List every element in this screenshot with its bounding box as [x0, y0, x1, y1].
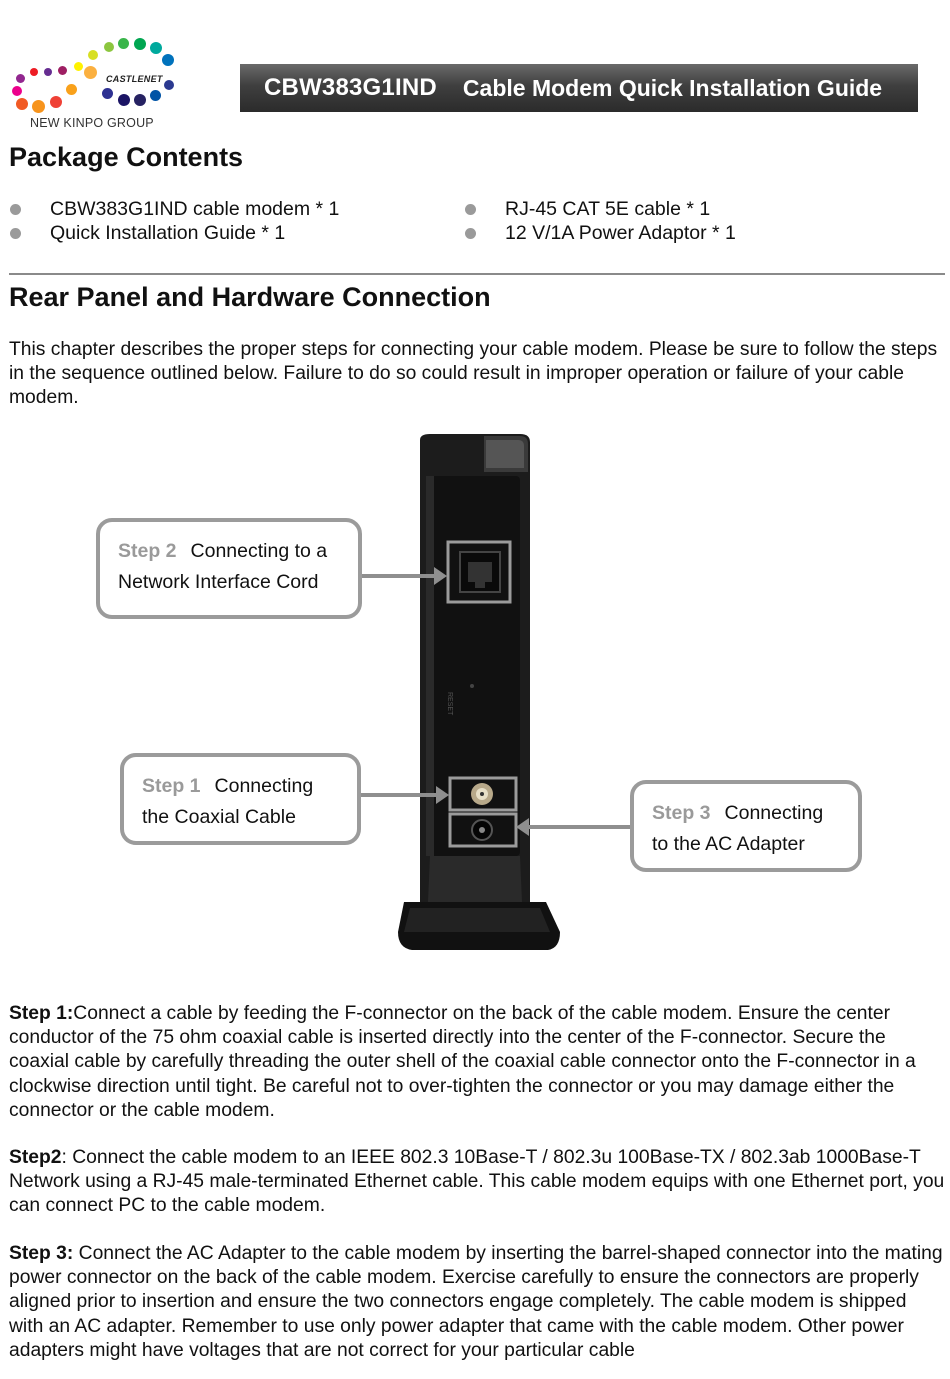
- logo-brand: CASTLENET: [106, 74, 163, 84]
- callout-step-label: Step 3: [652, 802, 711, 824]
- callout-text: Connecting: [724, 802, 824, 824]
- step-1-text: Connect a cable by feeding the F-connector on the back of the cable modem. Ensure the center conductor of the 75 ohm coaxial cable is inserted directly into the center of the F-connector. Secure the coaxial cable by carefully threading the outer shell of the coaxial cable connector onto the F-connector in a clockwise direction until tight. Be careful not to over-tighten the connector or you may damage either the connector or the cable modem.: [9, 1003, 916, 1121]
- list-item: [465, 222, 736, 245]
- logo-group: NEW KINPO GROUP: [30, 116, 154, 130]
- callout-step-label: Step 2: [118, 540, 177, 562]
- step-2-label: Step2: [9, 1147, 62, 1168]
- callout-text: Connecting to a: [190, 540, 328, 562]
- bullet-icon: [465, 228, 476, 239]
- list-item-text: 12 V/1A Power Adaptor * 1: [505, 222, 736, 244]
- arrow-right-icon: [436, 786, 449, 804]
- callout-text: Network Interface Cord: [118, 571, 319, 593]
- list-item-text: RJ-45 CAT 5E cable * 1: [505, 198, 711, 220]
- step-2-text: : Connect the cable modem to an IEEE 802.3 10Base-T / 802.3u 100Base-TX / 802.3ab 1000Base-T Network using a RJ-45 male-terminated Ethernet cable. This cable modem equips with one Ethernet port, you can connect PC to the cable modem.: [9, 1147, 945, 1217]
- rear-panel-heading: Rear Panel and Hardware Connection: [9, 282, 491, 312]
- reset-label: RESET: [446, 692, 453, 716]
- intro-paragraph: This chapter describes the proper steps for connecting your cable modem. Please be sure to follow the steps in the sequence outlined below. Failure to do so could result in improper operation or failure of your cable modem.: [9, 339, 938, 409]
- callout-step-1: [120, 753, 361, 845]
- cable-modem-rear-illustration: [390, 432, 570, 954]
- step-2-paragraph: [9, 1146, 945, 1219]
- section-divider: [9, 273, 945, 275]
- callout-text: Connecting: [214, 775, 314, 797]
- callout-step-label: Step 1: [142, 775, 201, 797]
- step-1-paragraph: [9, 1002, 945, 1123]
- step-3-label: Step 3:: [9, 1243, 74, 1264]
- arrow-left-icon: [516, 818, 529, 836]
- callout-text: to the AC Adapter: [652, 833, 805, 855]
- castlenet-logo: [8, 36, 188, 136]
- list-item: [10, 198, 339, 221]
- list-item: [465, 198, 710, 221]
- step-1-label: Step 1:: [9, 1003, 74, 1024]
- list-item-text: CBW383G1IND cable modem * 1: [50, 198, 340, 220]
- package-contents-heading: Package Contents: [9, 142, 244, 172]
- bullet-icon: [10, 228, 21, 239]
- step-3-text: Connect the AC Adapter to the cable modem by inserting the barrel-shaped connector into the mating power connector on the back of the cable modem. Exercise carefully to ensure the connectors are properly aligned prior to insertion and ensure the two connectors engage completely. The cable modem is shipped with an AC adapter. Remember to use only power adapter that came with the cable modem. Other power adapters might have voltages that are not correct for your particular cable: [9, 1243, 943, 1361]
- step-3-paragraph: [9, 1242, 945, 1363]
- callout-step-3: [630, 780, 862, 872]
- bullet-icon: [10, 204, 21, 215]
- arrow-line: [361, 793, 437, 797]
- bullet-icon: [465, 204, 476, 215]
- callout-text: the Coaxial Cable: [142, 806, 296, 828]
- list-item: [10, 222, 285, 245]
- list-item-text: Quick Installation Guide * 1: [50, 222, 286, 244]
- arrow-right-icon: [434, 567, 447, 585]
- title-bar: [240, 64, 918, 112]
- callout-step-2: [96, 518, 362, 619]
- guide-title: Cable Modem Quick Installation Guide: [462, 74, 883, 101]
- model-number: CBW383G1IND: [264, 74, 437, 101]
- arrow-line: [528, 825, 630, 829]
- arrow-line: [362, 574, 436, 578]
